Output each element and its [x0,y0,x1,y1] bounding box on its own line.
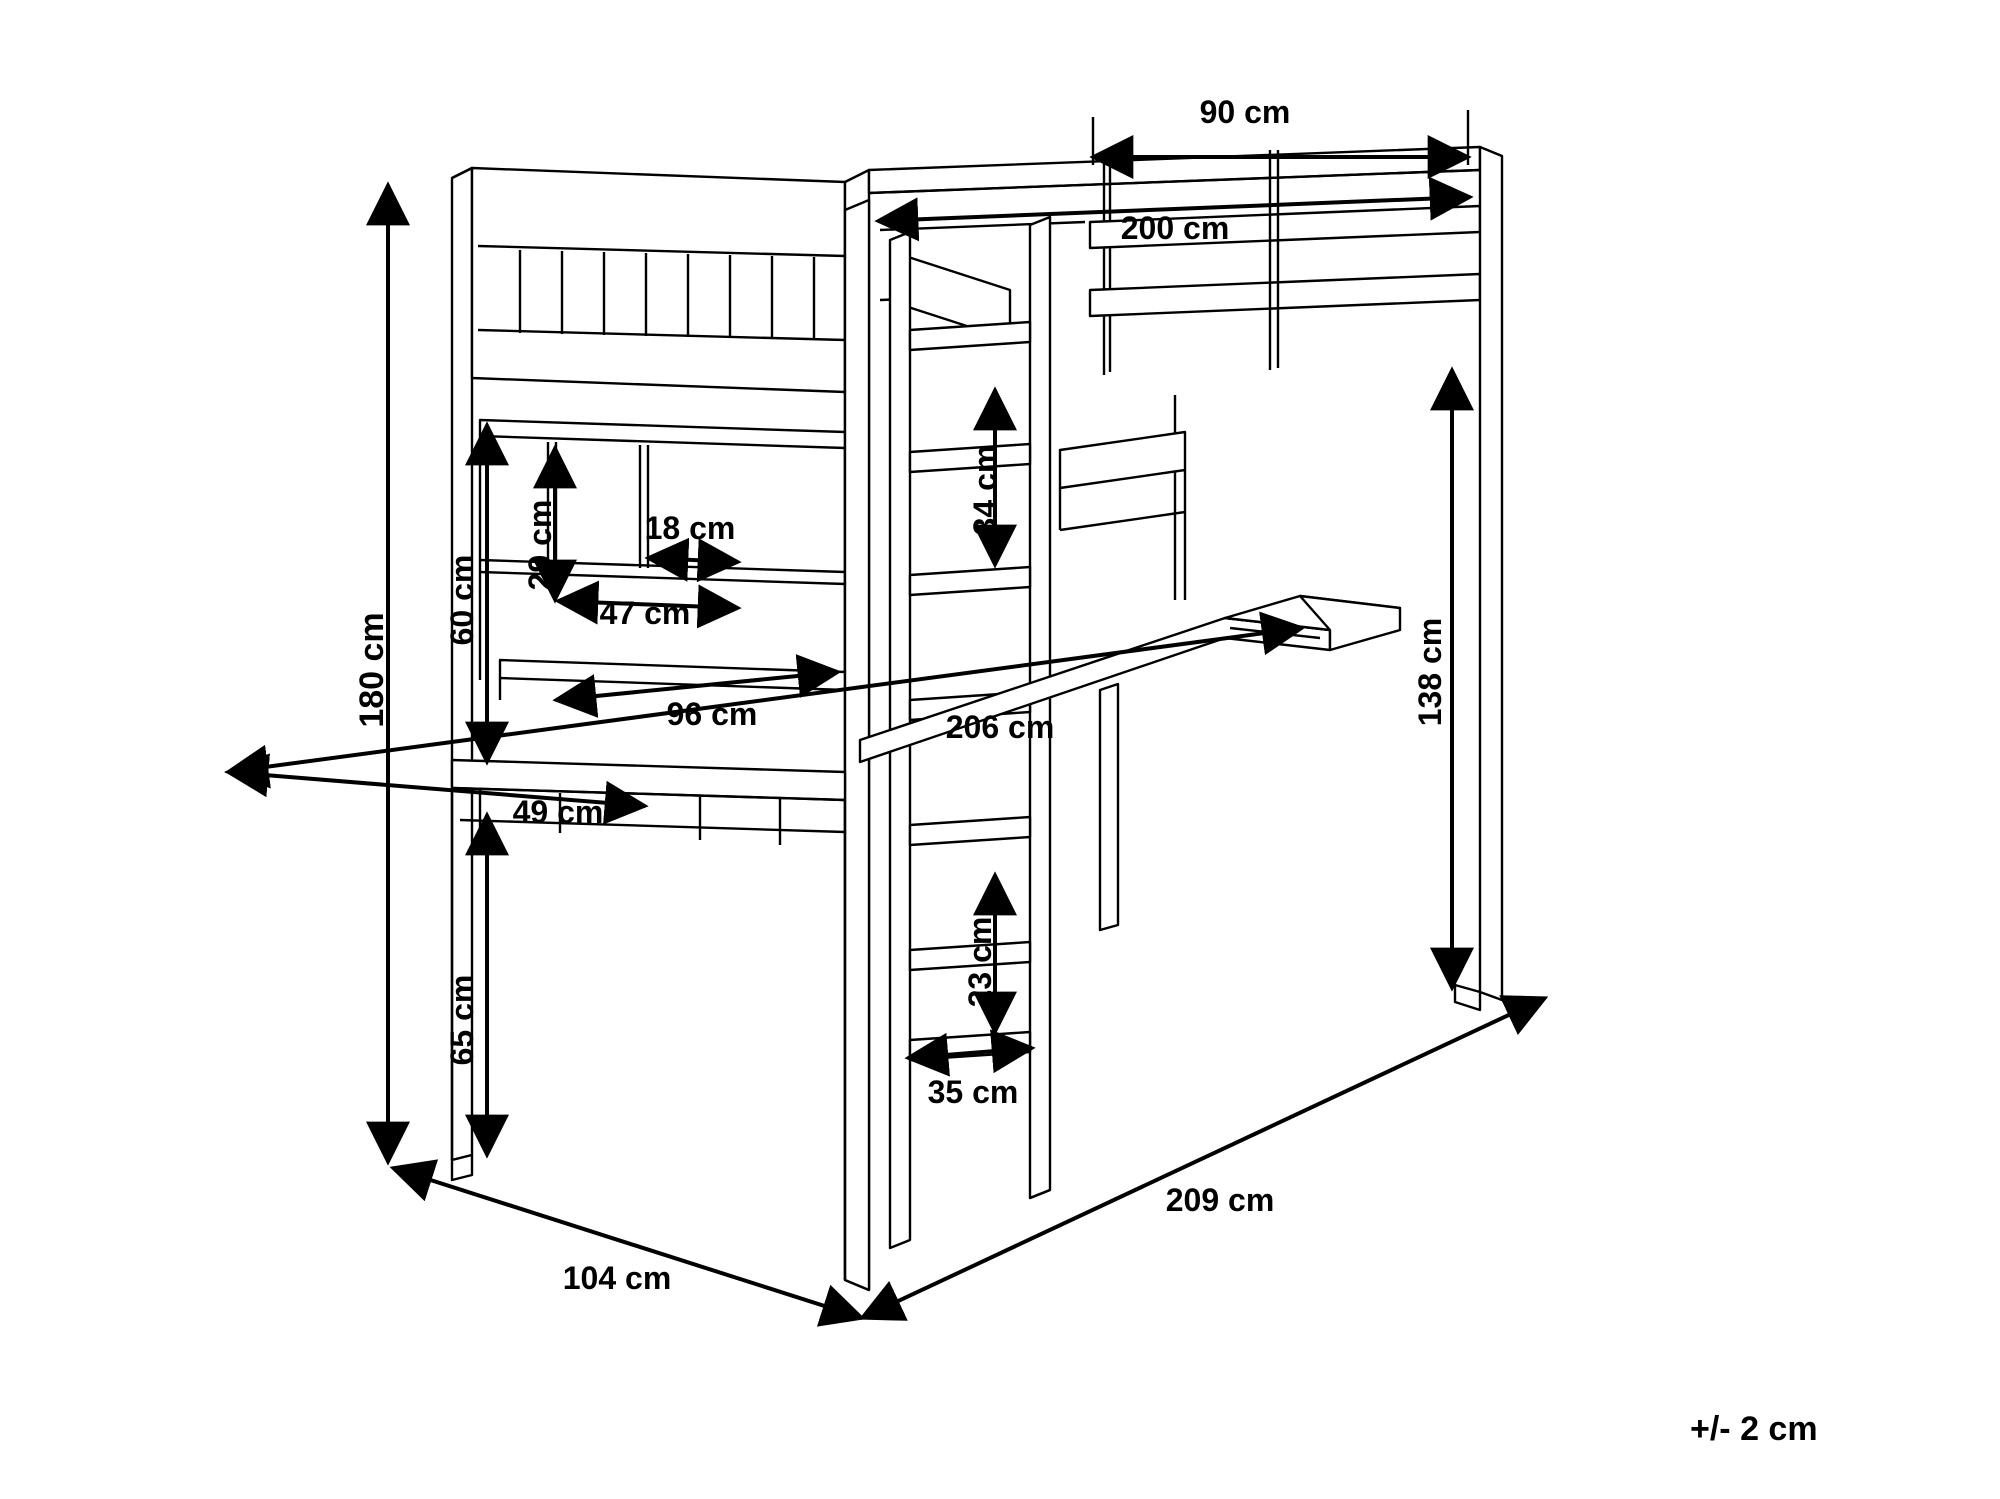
dimension-label-65cm: 65 cm [444,974,480,1066]
dimension-label-18cm: 18 cm [644,510,736,546]
dimension-label-104cm: 104 cm [562,1260,672,1296]
tolerance-note: +/- 2 cm [1690,1410,1818,1448]
dimension-label-209cm: 209 cm [1165,1182,1275,1218]
dimension-label-23cm: 23 cm [962,916,998,1008]
dimension-label-90cm: 90 cm [1199,94,1291,130]
dimension-label-49cm: 49 cm [512,794,604,830]
dimension-label-34cm: 34 cm [967,444,1003,536]
dimension-label-206cm: 206 cm [945,709,1055,745]
dimension-label-180cm: 180 cm [353,612,391,728]
dimension-label-35cm: 35 cm [927,1074,1019,1110]
dimension-label-29cm: 29 cm [522,499,558,591]
dimension-label-200cm: 200 cm [1120,210,1230,246]
dimension-label-96cm: 96 cm [666,696,758,732]
dimension-label-47cm: 47 cm [599,595,691,631]
dimension-label-60cm: 60 cm [444,554,480,646]
dimension-label-138cm: 138 cm [1412,617,1448,727]
